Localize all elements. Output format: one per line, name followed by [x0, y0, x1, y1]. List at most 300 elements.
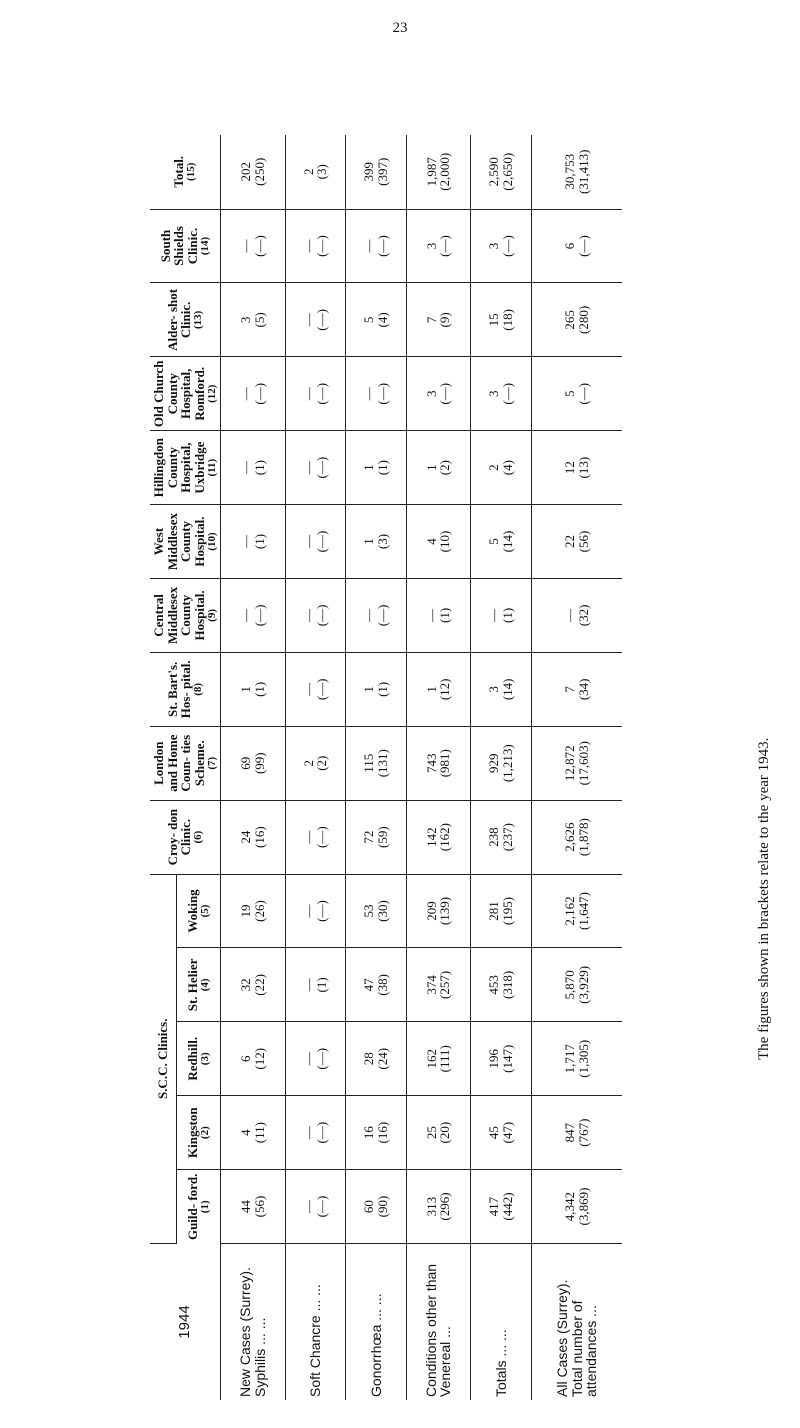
cell-value-1944: 1 [423, 464, 439, 471]
column-name: St. Bart's. Hos- pital. [164, 660, 194, 719]
table-cell [406, 1022, 470, 1096]
cell-value-1944: 5 [562, 390, 578, 398]
table-cell [471, 948, 532, 1022]
cell-value-1944: 6 [562, 242, 578, 250]
cell-value-1943: (1) [314, 977, 330, 993]
cell-value-1944: — [300, 978, 316, 992]
cell-value-1944: 2,590 [486, 157, 502, 187]
cell-value-1943: (—) [314, 678, 330, 701]
table-cell [221, 505, 285, 579]
cell-value-1943: (1,647) [575, 892, 591, 930]
table-cell [285, 874, 346, 948]
column-name: Kingston [184, 1107, 200, 1158]
page-number: 23 [392, 20, 408, 36]
cell-value-1944: — [300, 830, 316, 844]
table-cell [346, 874, 407, 948]
table-cell [531, 948, 622, 1022]
cell-value-1944: — [300, 1200, 316, 1214]
cell-value-1943: (—) [314, 604, 330, 627]
cell-value-1944: 19 [238, 904, 254, 918]
table-cell [346, 800, 407, 874]
table-cell [285, 1170, 346, 1244]
cell-value-1943: (30) [374, 900, 390, 922]
cell-value-1944: — [238, 461, 254, 475]
cell-value-1943: (26) [251, 900, 267, 922]
cell-value-1944: 47 [361, 978, 377, 992]
table-cell [346, 357, 407, 431]
cell-value-1944: 7 [423, 316, 439, 324]
cell-value-1943: (280) [575, 305, 591, 334]
table-cell [221, 578, 285, 652]
table-cell [346, 283, 407, 357]
cell-value-1943: (—) [314, 382, 330, 405]
table-cell [406, 578, 470, 652]
column-header-8 [150, 652, 221, 726]
table-cell [471, 874, 532, 948]
column-header-14 [150, 209, 221, 283]
cell-value-1944: — [300, 904, 316, 918]
cell-value-1944: 12,872 [562, 745, 578, 782]
column-number: (5) [198, 904, 211, 918]
cell-value-1943: (1,305) [575, 1039, 591, 1078]
cell-value-1943: (—) [575, 235, 591, 257]
table-cell [471, 652, 532, 726]
cell-value-1944: 2,626 [562, 822, 578, 852]
column-header-11 [150, 431, 221, 505]
table-cell [221, 726, 285, 800]
cell-value-1943: (31,413) [575, 149, 591, 194]
cell-value-1943: (—) [314, 1047, 330, 1070]
table-cell [285, 652, 346, 726]
cell-value-1943: (22) [251, 974, 267, 996]
cell-value-1944: — [300, 535, 316, 549]
table-cell [471, 431, 532, 505]
cell-value-1944: 281 [486, 901, 502, 921]
table-cell [346, 431, 407, 505]
cell-value-1944: 2 [300, 168, 316, 176]
table-cell [285, 578, 346, 652]
table-cell [471, 1096, 532, 1170]
column-name: Redhill. [184, 1036, 200, 1081]
cell-value-1943: (20) [437, 1121, 453, 1144]
table-cell [285, 800, 346, 874]
table-cell [346, 135, 407, 209]
cell-value-1944: 1 [423, 686, 439, 693]
table-cell [531, 283, 622, 357]
table-cell [531, 431, 622, 505]
cell-value-1944: 743 [423, 753, 439, 773]
cell-value-1943: (162) [437, 823, 453, 852]
table-cell [285, 283, 346, 357]
table-cell [406, 357, 470, 431]
table-cell [285, 726, 346, 800]
cell-value-1944: 15 [486, 313, 502, 327]
cell-value-1944: 313 [423, 1196, 439, 1217]
table-row [471, 135, 532, 1400]
cell-value-1944: — [300, 1052, 316, 1066]
cell-value-1944: — [361, 387, 377, 401]
cell-value-1944: 24 [238, 830, 254, 844]
cell-value-1944: 929 [486, 753, 502, 773]
column-header-12 [150, 357, 221, 431]
cell-value-1944: — [300, 682, 316, 696]
column-name: Alder- shot Clinic. [164, 288, 194, 351]
cell-value-1943: (90) [374, 1195, 390, 1218]
cell-value-1943: (—) [314, 309, 330, 331]
cell-value-1943: (—) [314, 826, 330, 848]
cell-value-1944: 202 [238, 162, 254, 182]
cell-value-1943: (2) [437, 460, 453, 476]
cell-value-1943: (—) [314, 235, 330, 257]
cell-value-1943: (2,650) [499, 152, 515, 191]
cell-value-1943: (14) [499, 678, 515, 701]
column-header-13 [150, 283, 221, 357]
cell-value-1943: (5) [251, 312, 267, 328]
table-cell [285, 1022, 346, 1096]
cell-value-1943: (1) [251, 681, 267, 697]
cell-value-1943: (—) [575, 382, 591, 405]
table-cell [471, 578, 532, 652]
column-number: (12) [205, 384, 218, 403]
column-header-15 [150, 135, 221, 209]
cell-value-1944: 1,987 [423, 157, 439, 187]
column-number: (3) [198, 1052, 211, 1066]
cell-value-1944: — [238, 239, 254, 253]
cell-value-1944: — [361, 239, 377, 253]
table-cell [346, 578, 407, 652]
cell-value-1943: (11) [251, 1122, 267, 1144]
cell-value-1943: (4) [499, 460, 515, 476]
table-row [531, 135, 622, 1400]
year-label: 1944 [150, 1244, 221, 1401]
table-cell [221, 948, 285, 1022]
cell-value-1944: 196 [486, 1049, 502, 1069]
cell-value-1943: (59) [374, 826, 390, 848]
cell-value-1943: (24) [374, 1047, 390, 1070]
cell-value-1943: (1) [251, 533, 267, 550]
cell-value-1944: 5 [361, 316, 377, 324]
cell-value-1944: 25 [423, 1126, 439, 1140]
cell-value-1944: 32 [238, 978, 254, 992]
cell-value-1944: — [300, 461, 316, 475]
cell-value-1943: (—) [499, 382, 515, 405]
cell-value-1944: 2 [486, 464, 502, 471]
cell-value-1943: (111) [437, 1045, 453, 1073]
cell-value-1944: 5 [486, 538, 502, 545]
column-header-10 [150, 505, 221, 579]
table-cell [471, 135, 532, 209]
column-name: West Middlesex County Hospital. [151, 513, 207, 571]
table-cell [406, 431, 470, 505]
table-cell [471, 283, 532, 357]
cell-value-1944: 1 [238, 686, 254, 693]
table-cell [471, 1170, 532, 1244]
table-cell [221, 800, 285, 874]
group-heading: S.C.C. Clinics. [150, 874, 177, 1243]
column-name: Old Church County Hospital, Romford. [151, 360, 207, 428]
cell-value-1944: 847 [562, 1122, 578, 1143]
column-header-9 [150, 578, 221, 652]
cell-value-1944: — [238, 608, 254, 622]
cell-value-1944: 453 [486, 975, 502, 995]
cell-value-1944: — [300, 239, 316, 253]
table-cell [531, 357, 622, 431]
cell-value-1944: 3 [486, 242, 502, 250]
cell-value-1943: (131) [374, 749, 390, 778]
table-cell [285, 1096, 346, 1170]
cell-value-1943: (—) [437, 235, 453, 257]
table-cell [406, 948, 470, 1022]
cell-value-1943: (—) [314, 456, 330, 479]
table-cell [531, 578, 622, 652]
cell-value-1943: (—) [374, 382, 390, 405]
column-header-3 [177, 1022, 221, 1096]
column-header-2 [177, 1096, 221, 1170]
table-cell [471, 726, 532, 800]
table-cell [406, 1170, 470, 1244]
column-number: (1) [198, 1200, 211, 1214]
table-cell [531, 1022, 622, 1096]
table-cell [406, 652, 470, 726]
cell-value-1944: 2 [300, 759, 316, 767]
column-name: Guild- ford. [184, 1173, 200, 1241]
cell-value-1943: (13) [575, 456, 591, 479]
cell-value-1944: — [300, 608, 316, 622]
table-cell [285, 948, 346, 1022]
cell-value-1943: (—) [314, 900, 330, 922]
cell-value-1943: (12) [437, 678, 453, 701]
cell-value-1944: 16 [361, 1126, 377, 1140]
table-cell [531, 874, 622, 948]
cell-value-1944: — [562, 608, 578, 622]
cell-value-1943: (2) [314, 755, 330, 771]
table-cell [346, 209, 407, 283]
table-cell [346, 1170, 407, 1244]
table-cell [221, 1096, 285, 1170]
column-name: Total. [171, 155, 187, 188]
table-cell [531, 726, 622, 800]
table-cell [471, 505, 532, 579]
cell-value-1943: (147) [499, 1044, 515, 1073]
cell-value-1943: (10) [437, 530, 453, 553]
cell-value-1944: 399 [361, 162, 377, 182]
cell-value-1943: (56) [575, 530, 591, 553]
table-cell [346, 948, 407, 1022]
column-number: (9) [205, 609, 218, 622]
cell-value-1943: (—) [499, 235, 515, 257]
column-number: (2) [198, 1126, 211, 1140]
cell-value-1943: (1) [374, 460, 390, 476]
table-cell [406, 1096, 470, 1170]
cell-value-1943: (2,000) [437, 152, 453, 191]
table-cell [221, 1170, 285, 1244]
cell-value-1943: (32) [575, 604, 591, 627]
cell-value-1943: (1,213) [499, 744, 515, 783]
cell-value-1944: 22 [562, 535, 578, 549]
table-cell [406, 283, 470, 357]
table-cell [221, 431, 285, 505]
table-row [346, 135, 407, 1400]
cell-value-1943: (1,878) [575, 818, 591, 857]
cell-value-1943: (237) [499, 823, 515, 852]
table-cell [406, 135, 470, 209]
cell-value-1944: 6 [238, 1055, 254, 1063]
table-cell [406, 874, 470, 948]
cell-value-1943: (9) [437, 312, 453, 328]
cell-value-1944: — [486, 608, 502, 622]
table-cell [471, 1022, 532, 1096]
table-cell [221, 357, 285, 431]
cell-value-1943: (1) [374, 681, 390, 697]
column-number: (6) [191, 830, 204, 844]
column-header-7 [150, 726, 221, 800]
table-cell [285, 135, 346, 209]
cell-value-1943: (—) [374, 235, 390, 257]
cell-value-1944: — [361, 608, 377, 622]
cell-value-1944: 4 [238, 1129, 254, 1136]
column-number: (15) [185, 162, 198, 181]
cell-value-1943: (—) [314, 1195, 330, 1218]
column-name: Croy- don Clinic. [164, 808, 194, 866]
cell-value-1943: (—) [437, 382, 453, 405]
clinic-attendance-table [150, 135, 600, 1400]
table-cell [471, 800, 532, 874]
cell-value-1943: (4) [374, 312, 390, 328]
column-name: Hillingdon County Hospital, Uxbridge [151, 438, 207, 498]
table-cell [221, 652, 285, 726]
cell-value-1943: (1) [251, 460, 267, 476]
cell-value-1943: (38) [374, 974, 390, 996]
cell-value-1943: (56) [251, 1195, 267, 1218]
table-cell [285, 209, 346, 283]
table-cell [531, 209, 622, 283]
table-cell [221, 283, 285, 357]
table-cell [531, 505, 622, 579]
table-cell [221, 874, 285, 948]
table-cell [346, 652, 407, 726]
table-cell [471, 209, 532, 283]
column-number: (8) [191, 682, 204, 696]
cell-value-1943: (99) [251, 752, 267, 775]
cell-value-1944: — [300, 1126, 316, 1140]
cell-value-1944: 53 [361, 904, 377, 918]
cell-value-1943: (397) [374, 157, 390, 186]
cell-value-1944: 1 [361, 538, 377, 545]
table-cell [531, 135, 622, 209]
cell-value-1944: 4,342 [562, 1191, 578, 1222]
cell-value-1943: (257) [437, 970, 453, 999]
cell-value-1944: 3 [238, 316, 254, 324]
table-cell [285, 505, 346, 579]
cell-value-1944: 5,870 [562, 970, 578, 1000]
cell-value-1944: 60 [361, 1200, 377, 1214]
table-cell [406, 505, 470, 579]
cell-value-1943: (—) [314, 1121, 330, 1144]
table-cell [406, 209, 470, 283]
cell-value-1944: 28 [361, 1052, 377, 1066]
cell-value-1943: (3,929) [575, 965, 591, 1004]
cell-value-1944: — [238, 535, 254, 549]
table-row [221, 135, 285, 1400]
cell-value-1943: (—) [374, 604, 390, 627]
cell-value-1943: (14) [499, 530, 515, 553]
cell-value-1944: 3 [486, 390, 502, 398]
cell-value-1944: 1 [361, 464, 377, 471]
row-label: All Cases (Surrey). Total number of attendances ... [553, 1279, 600, 1397]
table-cell [346, 1096, 407, 1170]
cell-value-1944: 209 [423, 901, 439, 921]
cell-value-1943: (16) [251, 826, 267, 848]
cell-value-1944: 417 [486, 1196, 502, 1217]
cell-value-1943: (—) [251, 235, 267, 257]
cell-value-1944: 238 [486, 827, 502, 847]
cell-value-1944: 3 [423, 390, 439, 398]
table-cell [221, 1022, 285, 1096]
cell-value-1943: (12) [251, 1047, 267, 1070]
cell-value-1944: 2,162 [562, 896, 578, 926]
cell-value-1944: 142 [423, 827, 439, 847]
column-name: London and Home Coun- ties Scheme. [151, 734, 207, 792]
cell-value-1943: (296) [437, 1192, 453, 1221]
cell-value-1943: (139) [437, 896, 453, 926]
table-row [406, 135, 470, 1400]
table-cell [531, 800, 622, 874]
cell-value-1943: (—) [314, 530, 330, 553]
column-name: Central Middlesex County Hospital. [151, 586, 207, 644]
column-number: (13) [191, 310, 204, 330]
cell-value-1944: 1,717 [562, 1044, 578, 1074]
cell-value-1943: (1) [437, 607, 453, 624]
cell-value-1943: (3) [374, 533, 390, 550]
cell-value-1943: (16) [374, 1121, 390, 1144]
row-label: Gonorrhœa ... ... [367, 1293, 384, 1397]
cell-value-1944: 44 [238, 1200, 254, 1214]
row-label: Totals ... ... [492, 1329, 509, 1397]
table-cell [531, 1096, 622, 1170]
cell-value-1944: 72 [361, 830, 377, 844]
table-row [285, 135, 346, 1400]
column-name: South Shields Clinic. [157, 226, 201, 266]
cell-value-1943: (—) [251, 604, 267, 627]
column-number: (10) [205, 532, 218, 551]
row-label: Conditions other than Venereal ... [422, 1263, 454, 1397]
cell-value-1943: (318) [499, 970, 515, 999]
cell-value-1944: 374 [423, 975, 439, 995]
column-header-6 [150, 800, 221, 874]
cell-value-1943: (442) [499, 1192, 515, 1221]
column-number: (14) [198, 236, 211, 256]
table-cell [221, 209, 285, 283]
cell-value-1943: (3,869) [575, 1187, 591, 1226]
cell-value-1944: 4 [423, 538, 439, 545]
cell-value-1944: 69 [238, 756, 254, 770]
table-cell [406, 800, 470, 874]
cell-value-1943: (—) [251, 382, 267, 405]
cell-value-1944: 45 [486, 1126, 502, 1140]
column-number: (4) [198, 978, 211, 992]
cell-value-1944: — [300, 387, 316, 401]
table-cell [531, 1170, 622, 1244]
table-cell [346, 726, 407, 800]
cell-value-1944: 115 [361, 753, 377, 773]
column-number: (7) [205, 756, 218, 770]
cell-value-1943: (1) [499, 607, 515, 624]
cell-value-1944: 3 [486, 686, 502, 693]
cell-value-1944: 3 [423, 242, 439, 250]
cell-value-1944: 7 [562, 686, 578, 693]
column-number: (11) [205, 458, 218, 477]
table-cell [285, 357, 346, 431]
